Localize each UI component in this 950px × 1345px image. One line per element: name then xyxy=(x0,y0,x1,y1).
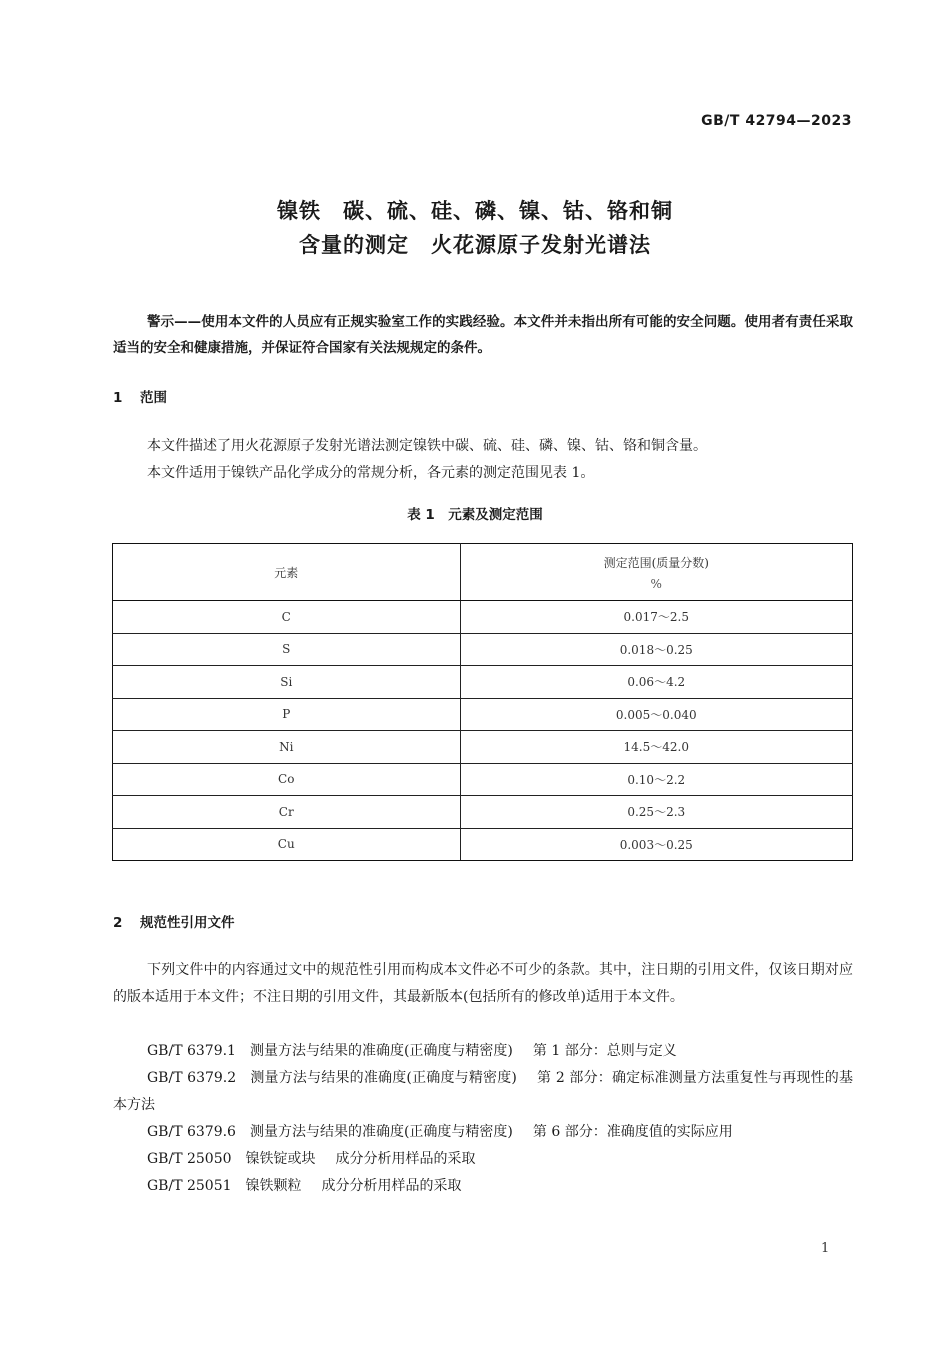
reference-title: 测量方法与结果的准确度(正确度与精密度) xyxy=(249,1043,513,1059)
reference-part: 成分分析用样品的采取 xyxy=(321,1178,462,1194)
normative-intro: 下列文件中的内容通过文中的规范性引用而构成本文件必不可少的条款。其中，注日期的引用文件，仅该日期对应的版本适用于本文件；不注日期的引用文件，其最新版本(包括所有的修改单)适用于本文件。 xyxy=(113,962,853,1005)
reference-code: GB/T 25050 xyxy=(147,1151,232,1167)
table-row xyxy=(113,601,853,634)
page-number: 1 xyxy=(821,1241,830,1256)
reference-code: GB/T 6379.1 xyxy=(147,1043,236,1059)
reference-part: 成分分析用样品的采取 xyxy=(335,1151,476,1167)
reference-code: GB/T 6379.2 xyxy=(147,1070,237,1086)
range-cell: 0.005～0.040 xyxy=(460,698,852,731)
header-element: 元素 xyxy=(113,544,461,601)
warning-notice xyxy=(113,309,853,361)
section-2-number: 2 xyxy=(113,915,123,931)
section-2-title: 规范性引用文件 xyxy=(140,915,235,931)
range-cell: 0.003～0.25 xyxy=(460,828,852,861)
reference-item xyxy=(113,1038,853,1065)
warning-text: 警示——使用本文件的人员应有正规实验室工作的实践经验。本文件并未指出所有可能的安全问题。使用者有责任采取适当的安全和健康措施，并保证符合国家有关法规规定的条件。 xyxy=(113,314,853,356)
section-1-heading xyxy=(113,386,167,406)
scope-paragraph-1: 本文件描述了用火花源原子发射光谱法测定镍铁中碳、硫、硅、磷、镍、钴、铬和铜含量。 xyxy=(147,438,707,454)
reference-item xyxy=(113,1146,853,1173)
header-range-label: 测定范围(质量分数) xyxy=(603,555,709,570)
reference-code: GB/T 6379.6 xyxy=(147,1124,236,1140)
range-cell: 0.017～2.5 xyxy=(460,601,852,634)
element-cell: Cr xyxy=(113,796,461,829)
section-1-body xyxy=(113,433,853,487)
section-2-intro xyxy=(113,957,853,1011)
element-cell: Ni xyxy=(113,731,461,764)
standard-number: GB/T 42794—2023 xyxy=(701,113,852,129)
element-cell: P xyxy=(113,698,461,731)
reference-item xyxy=(113,1173,853,1200)
element-cell: C xyxy=(113,601,461,634)
range-cell: 0.018～0.25 xyxy=(460,633,852,666)
reference-title: 镍铁颗粒 xyxy=(245,1178,302,1194)
reference-item xyxy=(113,1119,853,1146)
table-row xyxy=(113,796,853,829)
reference-title: 测量方法与结果的准确度(正确度与精密度) xyxy=(250,1070,517,1086)
table-row xyxy=(113,731,853,764)
reference-code: GB/T 25051 xyxy=(147,1178,232,1194)
element-cell: Cu xyxy=(113,828,461,861)
section-2-heading xyxy=(113,911,235,931)
reference-part: 第 2 部分：确定标准测量方法重复性与再现性的基本方法 xyxy=(113,1070,853,1113)
range-cell: 0.25～2.3 xyxy=(460,796,852,829)
header-range-unit: % xyxy=(650,576,662,591)
table-row xyxy=(113,828,853,861)
reference-title: 镍铁锭或块 xyxy=(245,1151,316,1167)
reference-item xyxy=(113,1065,853,1119)
section-1-title: 范围 xyxy=(140,390,167,406)
scope-paragraph-2: 本文件适用于镍铁产品化学成分的常规分析，各元素的测定范围见表 1。 xyxy=(147,465,595,481)
document-title xyxy=(0,194,950,262)
title-line-1: 镍铁 碳、硫、硅、磷、镍、钴、铬和铜 xyxy=(277,199,673,223)
reference-part: 第 6 部分：准确度值的实际应用 xyxy=(532,1124,733,1140)
table-row xyxy=(113,666,853,699)
section-1-number: 1 xyxy=(113,390,123,406)
element-cell: Co xyxy=(113,763,461,796)
table-header-row xyxy=(113,544,853,601)
element-cell: S xyxy=(113,633,461,666)
range-cell: 14.5～42.0 xyxy=(460,731,852,764)
table-1-caption: 表 1 元素及测定范围 xyxy=(407,507,543,523)
reference-list xyxy=(113,1038,853,1200)
table-row xyxy=(113,698,853,731)
table-row xyxy=(113,633,853,666)
title-line-2: 含量的测定 火花源原子发射光谱法 xyxy=(299,233,651,257)
reference-part: 第 1 部分：总则与定义 xyxy=(532,1043,677,1059)
table-row xyxy=(113,763,853,796)
range-cell: 0.10～2.2 xyxy=(460,763,852,796)
header-range xyxy=(460,544,852,601)
element-range-table xyxy=(112,543,853,861)
range-cell: 0.06～4.2 xyxy=(460,666,852,699)
element-cell: Si xyxy=(113,666,461,699)
reference-title: 测量方法与结果的准确度(正确度与精密度) xyxy=(249,1124,513,1140)
